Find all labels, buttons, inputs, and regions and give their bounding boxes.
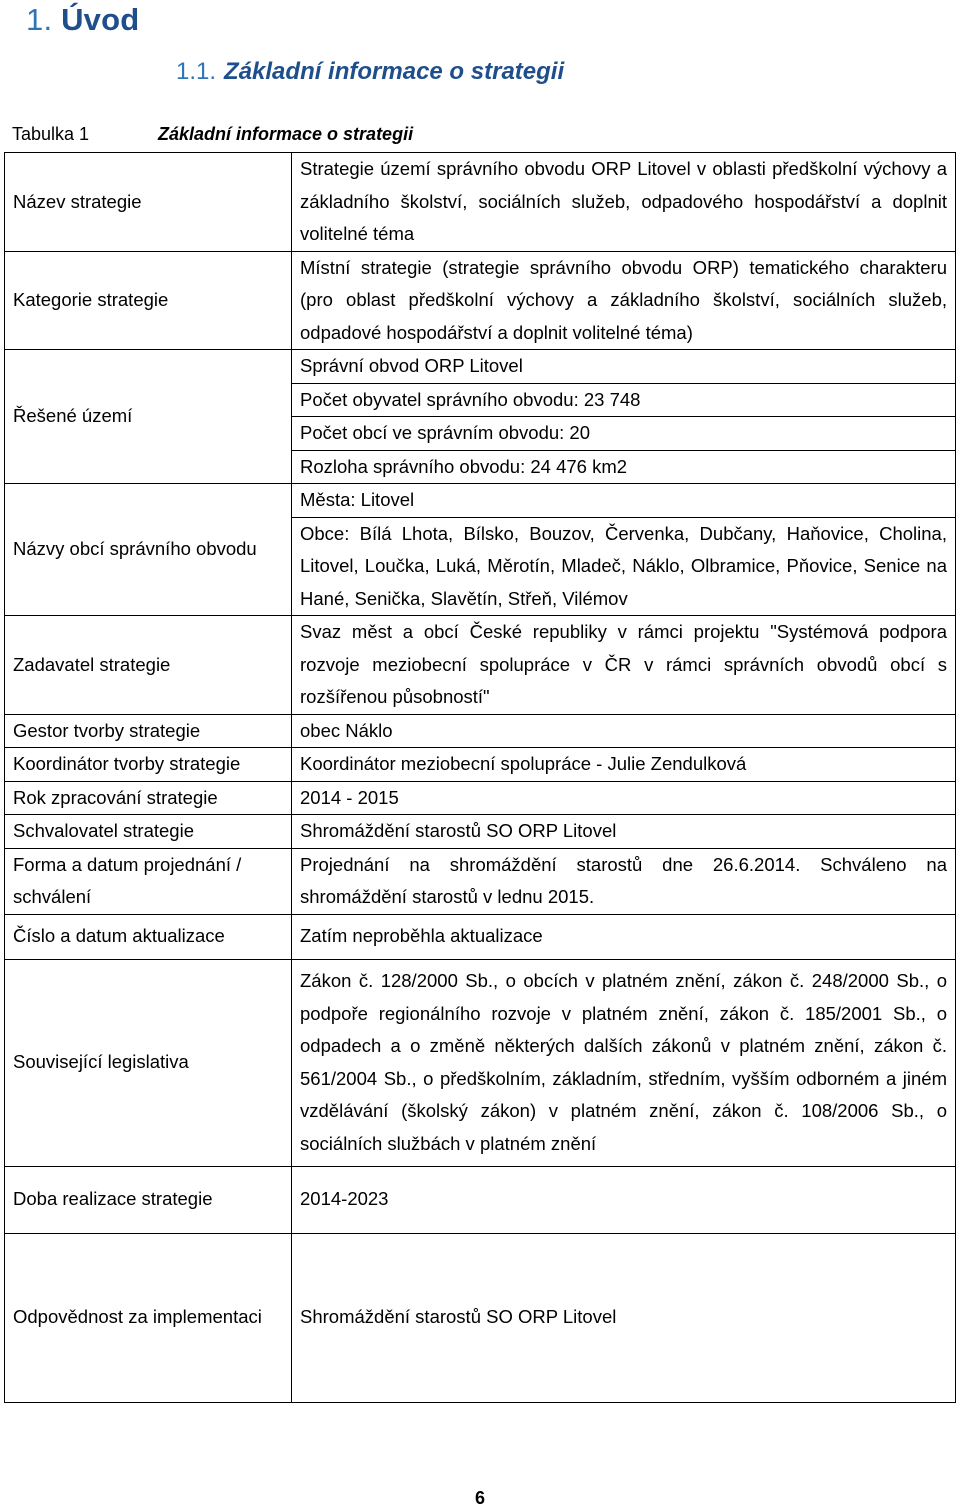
row-value-nazev: Strategie území správního obvodu ORP Litovel v oblasti předškolní výchovy a základního školství, sociálních služeb, odpadového hospodářství a doplnit volitelné téma xyxy=(292,153,956,252)
table-row xyxy=(5,815,956,849)
row-value-forma: Projednání na shromáždění starostů dne 26.6.2014. Schváleno na shromáždění starostů v lednu 2015. xyxy=(292,848,956,914)
row-value-gestor: obec Náklo xyxy=(292,714,956,748)
heading-2 xyxy=(176,58,564,86)
row-label-obce: Názvy obcí správního obvodu xyxy=(5,484,292,616)
row-value-uzemi-2: Počet obyvatel správního obvodu: 23 748 xyxy=(292,383,956,417)
row-value-uzemi-4: Rozloha správního obvodu: 24 476 km2 xyxy=(292,450,956,484)
heading-2-title: Základní informace o strategii xyxy=(224,58,565,85)
row-label-cislo: Číslo a datum aktualizace xyxy=(5,914,292,959)
table-row xyxy=(5,616,956,715)
row-value-mesta: Města: Litovel xyxy=(292,484,956,518)
row-value-rok: 2014 - 2015 xyxy=(292,781,956,815)
heading-1-number: 1. xyxy=(26,2,53,37)
row-value-kategorie: Místní strategie (strategie správního obvodu ORP) tematického charakteru (pro oblast předškolní výchovy a základního školství, sociálních služeb, odpadové hospodářství a doplnit volitelné téma) xyxy=(292,251,956,350)
table-row xyxy=(5,748,956,782)
strategy-info-table xyxy=(4,152,956,1403)
table-row xyxy=(5,1166,956,1233)
row-value-legislativa: Zákon č. 128/2000 Sb., o obcích v platném znění, zákon č. 248/2000 Sb., o podpoře regionálního rozvoje v platném znění, zákon č. 185/2001 Sb., o odpadech a o změně některých dalších zákonů v platném znění, zákon č. 561/2004 Sb., o předškolním, základním, středním, vyšším odborném a jiném vzdělávání (školský zákon) v platném znění, zákon č. 108/2006 Sb., o sociálních službách v platném znění xyxy=(292,959,956,1166)
row-label-kategorie: Kategorie strategie xyxy=(5,251,292,350)
row-value-obce: Obce: Bílá Lhota, Bílsko, Bouzov, Červenka, Dubčany, Haňovice, Cholina, Litovel, Loučka, Luká, Měrotín, Mladeč, Náklo, Olbramice, Pňovice, Senice na Hané, Senička, Slavětín, Střeň, Vilémov xyxy=(292,517,956,616)
row-label-schvalovatel: Schvalovatel strategie xyxy=(5,815,292,849)
table-row xyxy=(5,153,956,252)
table-caption-title: Základní informace o strategii xyxy=(158,124,414,144)
row-value-uzemi-1: Správní obvod ORP Litovel xyxy=(292,350,956,384)
row-value-doba: 2014-2023 xyxy=(292,1166,956,1233)
row-label-koordinator: Koordinátor tvorby strategie xyxy=(5,748,292,782)
row-label-gestor: Gestor tvorby strategie xyxy=(5,714,292,748)
row-value-odpovednost: Shromáždění starostů SO ORP Litovel xyxy=(292,1233,956,1402)
row-label-odpovednost: Odpovědnost za implementaci xyxy=(5,1233,292,1402)
table-row xyxy=(5,959,956,1166)
row-label-zadavatel: Zadavatel strategie xyxy=(5,616,292,715)
row-value-schvalovatel: Shromáždění starostů SO ORP Litovel xyxy=(292,815,956,849)
heading-1 xyxy=(26,2,139,38)
row-value-zadavatel: Svaz měst a obcí České republiky v rámci projektu "Systémová podpora rozvoje meziobecní spolupráce v ČR v rámci správních obvodů obcí s rozšířenou působností" xyxy=(292,616,956,715)
row-value-cislo: Zatím neproběhla aktualizace xyxy=(292,914,956,959)
row-label-rok: Rok zpracování strategie xyxy=(5,781,292,815)
row-value-koordinator: Koordinátor meziobecní spolupráce - Julie Zendulková xyxy=(292,748,956,782)
row-label-doba: Doba realizace strategie xyxy=(5,1166,292,1233)
table-caption-label: Tabulka 1 xyxy=(12,124,90,144)
table-row xyxy=(5,484,956,518)
row-label-legislativa: Související legislativa xyxy=(5,959,292,1166)
row-value-uzemi-3: Počet obcí ve správním obvodu: 20 xyxy=(292,417,956,451)
table-row xyxy=(5,714,956,748)
heading-1-title: Úvod xyxy=(61,2,140,37)
table-row xyxy=(5,781,956,815)
page-number: 6 xyxy=(474,1488,485,1508)
table-caption xyxy=(12,124,413,145)
heading-2-number: 1.1. xyxy=(176,58,217,85)
row-label-forma: Forma a datum projednání / schválení xyxy=(5,848,292,914)
table-row xyxy=(5,251,956,350)
table-row xyxy=(5,1233,956,1402)
table-row xyxy=(5,914,956,959)
row-label-uzemi: Řešené území xyxy=(5,350,292,484)
table-row xyxy=(5,848,956,914)
row-label-nazev: Název strategie xyxy=(5,153,292,252)
table-row xyxy=(5,350,956,384)
